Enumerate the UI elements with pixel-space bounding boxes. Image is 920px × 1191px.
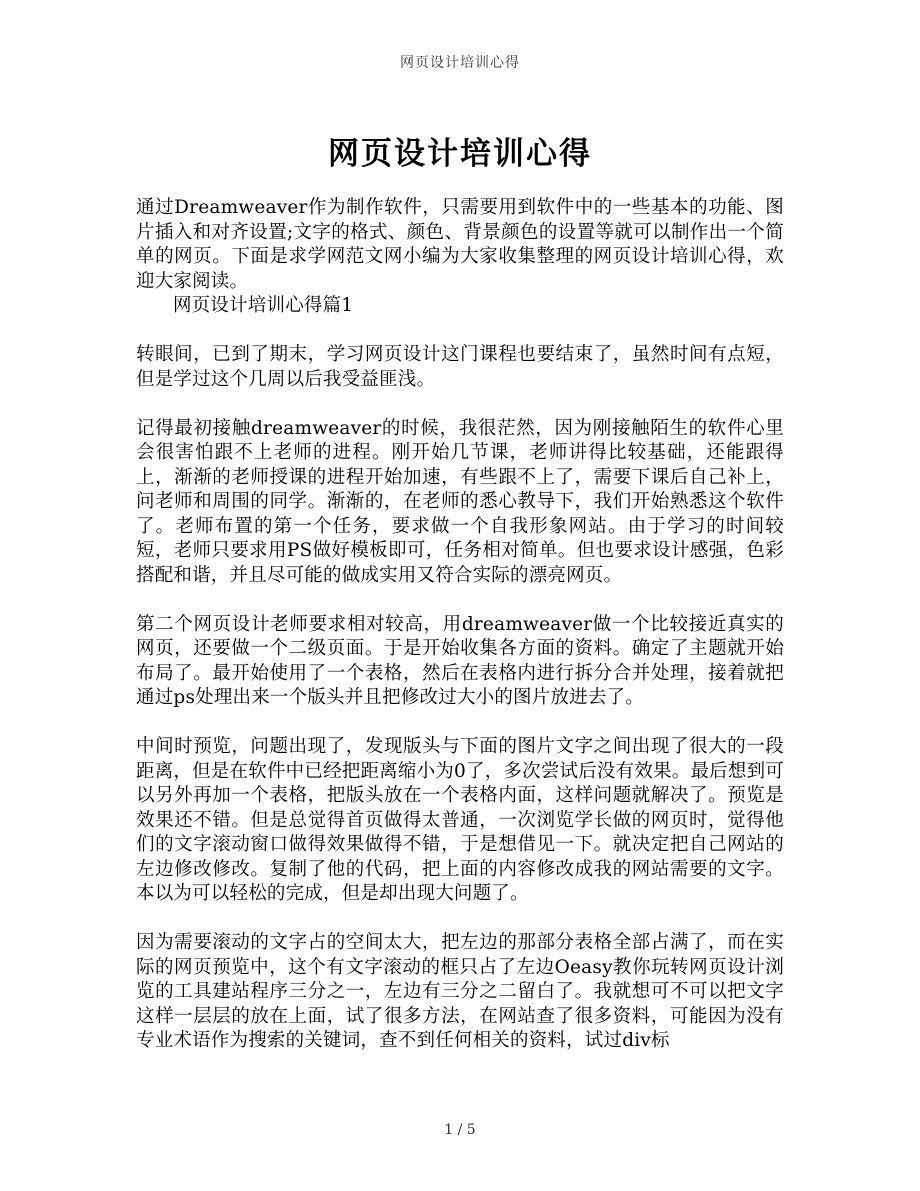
intro-paragraph: 通过Dreamweaver作为制作软件，只需要用到软件中的一些基本的功能、图片插入和对齐设置;文字的格式、颜色、背景颜色的设置等就可以制作出一个简单的网页。下面是求学网范文网小编为大家收集整理的网页设计培训心得，欢迎大家阅读。 [136, 197, 784, 292]
body-paragraph: 转眼间，已到了期末，学习网页设计这门课程也要结束了，虽然时间有点短，但是学过这个几周以后我受益匪浅。 [136, 344, 784, 390]
document-title: 网页设计培训心得 [328, 136, 592, 172]
document-body [136, 196, 784, 1054]
body-paragraph: 中间时预览，问题出现了，发现版头与下面的图片文字之间出现了很大的一段距离，但是在软件中已经把距离缩小为0了，多次尝试后没有效果。最后想到可以另外再加一个表格，把版头放在一个表格内面，这样问题就解决了。预览是效果还不错。但是总觉得首页做得太普通，一次浏览学长做的网页时，觉得他们的文字滚动窗口做得效果做得不错，于是想借见一下。就决定把自己网站的左边修改修改。复制了他的代码，把上面的内容修改成我的网站需要的文字。本以为可以轻松的完成，但是却出现大问题了。 [136, 736, 784, 904]
running-header: 网页设计培训心得 [400, 55, 520, 71]
body-paragraph: 因为需要滚动的文字占的空间太大，把左边的那部分表格全部占满了，而在实际的网页预览中，这个有文字滚动的框只占了左边Oeasy教你玩转网页设计浏览的工具建站程序三分之一，左边有三分之二留白了。我就想可不可以把文字这样一层层的放在上面，试了很多方法，在网站查了很多资料，可能因为没有专业术语作为搜索的关键词，查不到任何相关的资料，试过div标 [136, 932, 784, 1051]
body-paragraph: 第二个网页设计老师要求相对较高，用dreamweaver做一个比较接近真实的网页，还要做一个二级页面。于是开始收集各方面的资料。确定了主题就开始布局了。最开始使用了一个表格，然后在表格内进行拆分合并处理，接着就把通过ps处理出来一个版头并且把修改过大小的图片放进去了。 [136, 613, 784, 708]
page-indicator: 1 / 5 [444, 1122, 476, 1138]
body-paragraph: 记得最初接触dreamweaver的时候，我很茫然，因为刚接触陌生的软件心里会很害怕跟不上老师的进程。刚开始几节课，老师讲得比较基础，还能跟得上，渐渐的老师授课的进程开始加速，有些跟不上了，需要下课后自己补上，问老师和周围的同学。渐渐的，在老师的悉心教导下，我们开始熟悉这个软件了。老师布置的第一个任务，要求做一个自我形象网站。由于学习的时间较短，老师只要求用PS做好模板即可，任务相对简单。但也要求设计感强，色彩搭配和谐，并且尽可能的做成实用又符合实际的漂亮网页。 [136, 417, 784, 586]
section-heading: 网页设计培训心得篇1 [173, 295, 354, 316]
